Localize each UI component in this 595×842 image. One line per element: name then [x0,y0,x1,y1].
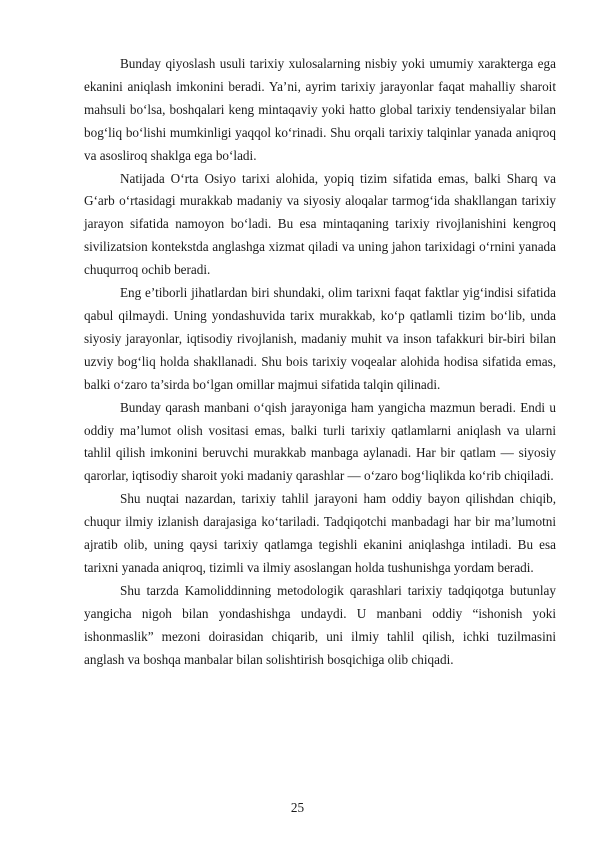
paragraph: Eng e’tiborli jihatlardan biri shundaki, olim tarixni faqat faktlar yig‘indisi sifatida qabul qilmaydi. Uning yondashuvida tarix murakkab, ko‘p qatlamli tizim bo‘lib, unda siyosiy jarayonlar, iqtisodiy rivojlanish, madaniy muhit va inson tafakkuri bir-biri bilan uzviy bog‘liq holda shakllanadi. Shu bois tarixiy voqealar alohida hodisa sifatida emas, balki o‘zaro ta’sirda bo‘lgan omillar majmui sifatida talqin qilinadi. [84,285,556,392]
paragraph: Bunday qarash manbani o‘qish jarayoniga ham yangicha mazmun beradi. Endi u oddiy ma’lumot olish vositasi emas, balki turli tarixiy qatlamlarni aniqlash va ularni tahlil qilish imkonini beruvchi murakkab manbaga aylanadi. Har bir qatlam — siyosiy qarorlar, iqtisodiy sharoit yoki madaniy qarashlar — o‘zaro bog‘liqlikda ko‘rib chiqiladi. [84,399,556,484]
paragraph: Shu tarzda Kamoliddinning metodologik qarashlari tarixiy tadqiqotga butunlay yangicha nigoh bilan yondashishga undaydi. U manbani oddiy “ishonish yoki ishonmaslik” mezoni doirasidan chiqarib, uni ilmiy tahlil qilish, ichki tuzilmasini anglash va boshqa manbalar bilan solishtirish bosqichiga olib chiqadi. [84,582,556,667]
paragraph: Natijada O‘rta Osiyo tarixi alohida, yopiq tizim sifatida emas, balki Sharq va G‘arb o‘rtasidagi murakkab madaniy va siyosiy aloqalar tarmog‘ida shakllangan tarixiy jarayon sifatida namoyon bo‘ladi. Bu esa mintaqaning tarixiy rivojlanishini kengroq sivilizatsion kontekstda anglashga xizmat qiladi va uning jahon tarixidagi o‘rnini yanada chuqurroq ochib beradi. [84,170,556,278]
paragraph: Bunday qiyoslash usuli tarixiy xulosalarning nisbiy yoki umumiy xarakterga ega ekanini aniqlash imkonini beradi. Ya’ni, ayrim tarixiy jarayonlar faqat mahalliy sharoit mahsuli bo‘lsa, boshqalari keng mintaqaviy yoki hatto global tarixiy tendensiyalar bilan bog‘liq bo‘lishi mumkinligi yaqqol ko‘rinadi. Shu orqali tarixiy talqinlar yanada aniqroq va asosliroq shaklga ega bo‘ladi. [84,56,556,163]
paragraph: Shu nuqtai nazardan, tarixiy tahlil jarayoni ham oddiy bayon qilishdan chiqib, chuqur ilmiy izlanish darajasiga ko‘tariladi. Tadqiqotchi manbadagi har bir ma’lumotni ajratib olib, uning qaysi tarixiy qatlamga tegishli ekanini aniqlashga intiladi. Bu esa tarixni yanada aniqroq, tizimli va ilmiy asoslangan holda tushunishga yordam beradi. [84,491,556,575]
body-text [84,53,556,671]
page-number: 25 [290,800,305,815]
